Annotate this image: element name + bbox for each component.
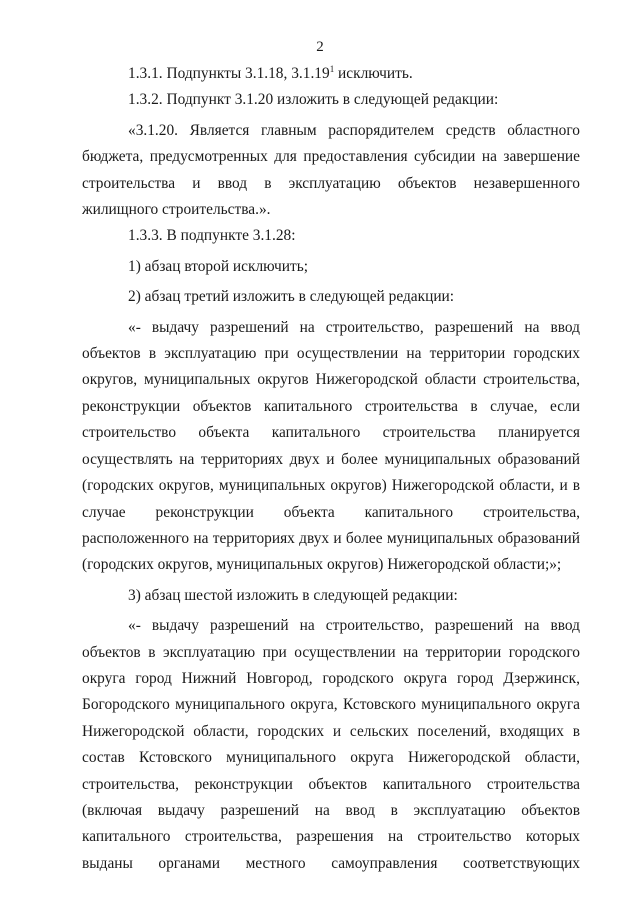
paragraph-1-3-2: 1.3.2. Подпункт 3.1.20 изложить в следующей редакции: — [128, 91, 499, 109]
paragraph-3-1-20-quote: «3.1.20. Является главным распорядителем средств областного бюджета, предусмотренных для предоставления субсидии на завершение строительства и ввод в эксплуатацию объектов незавершенного жилищного строительства.». — [82, 121, 580, 219]
paragraph-text: 1.3.1. Подпункты 3.1.18, 3.1.19 — [128, 65, 330, 82]
paragraph-item-3-quote: «- выдачу разрешений на строительство, разрешений на ввод объектов в эксплуатацию при осуществлении на территории городского округа город Нижний Новгород, городского округа город Дзержинск, Богородского муниципального округа, Кстовского муниципального округа Нижегородской области, городских и сельских поселений, входящих в состав Кстовского муниципального округа Нижегородской области, строительства, реконструкции объектов капитального строительства (включая выдачу разрешений на ввод в эксплуатацию объектов капитального строительства, разрешения на строительство которых выданы органами местного самоуправления соответствующих — [82, 617, 580, 872]
paragraph-item-1: 1) абзац второй исключить; — [128, 257, 309, 275]
paragraph-item-2-quote: «- выдачу разрешений на строительство, разрешений на ввод объектов в эксплуатацию при осуществлении на территории городских округов, муниципальных округов Нижегородской области строительства, реконструкции объектов капитального строительства в случае, если строительство объекта капитального строительства планируется осуществлять на территориях двух и более муниципальных образований (городских округов, муниципальных округов) Нижегородской области, и в случае реконструкции объекта капитального строительства, расположенного на территориях двух и более муниципальных образований (городских округов, муниципальных округов) Нижегородской области;»; — [82, 318, 580, 574]
paragraph-1-3-3: 1.3.3. В подпункте 3.1.28: — [128, 227, 296, 245]
paragraph-1-3-1 — [82, 61, 580, 87]
paragraph-item-2: 2) абзац третий изложить в следующей редакции: — [128, 288, 455, 306]
paragraph-text: исключить. — [334, 65, 413, 82]
document-body — [82, 61, 580, 877]
page-number: 2 — [316, 39, 324, 55]
superscript: 1 — [329, 64, 335, 74]
paragraph-item-3: 3) абзац шестой изложить в следующей редакции: — [128, 586, 458, 604]
